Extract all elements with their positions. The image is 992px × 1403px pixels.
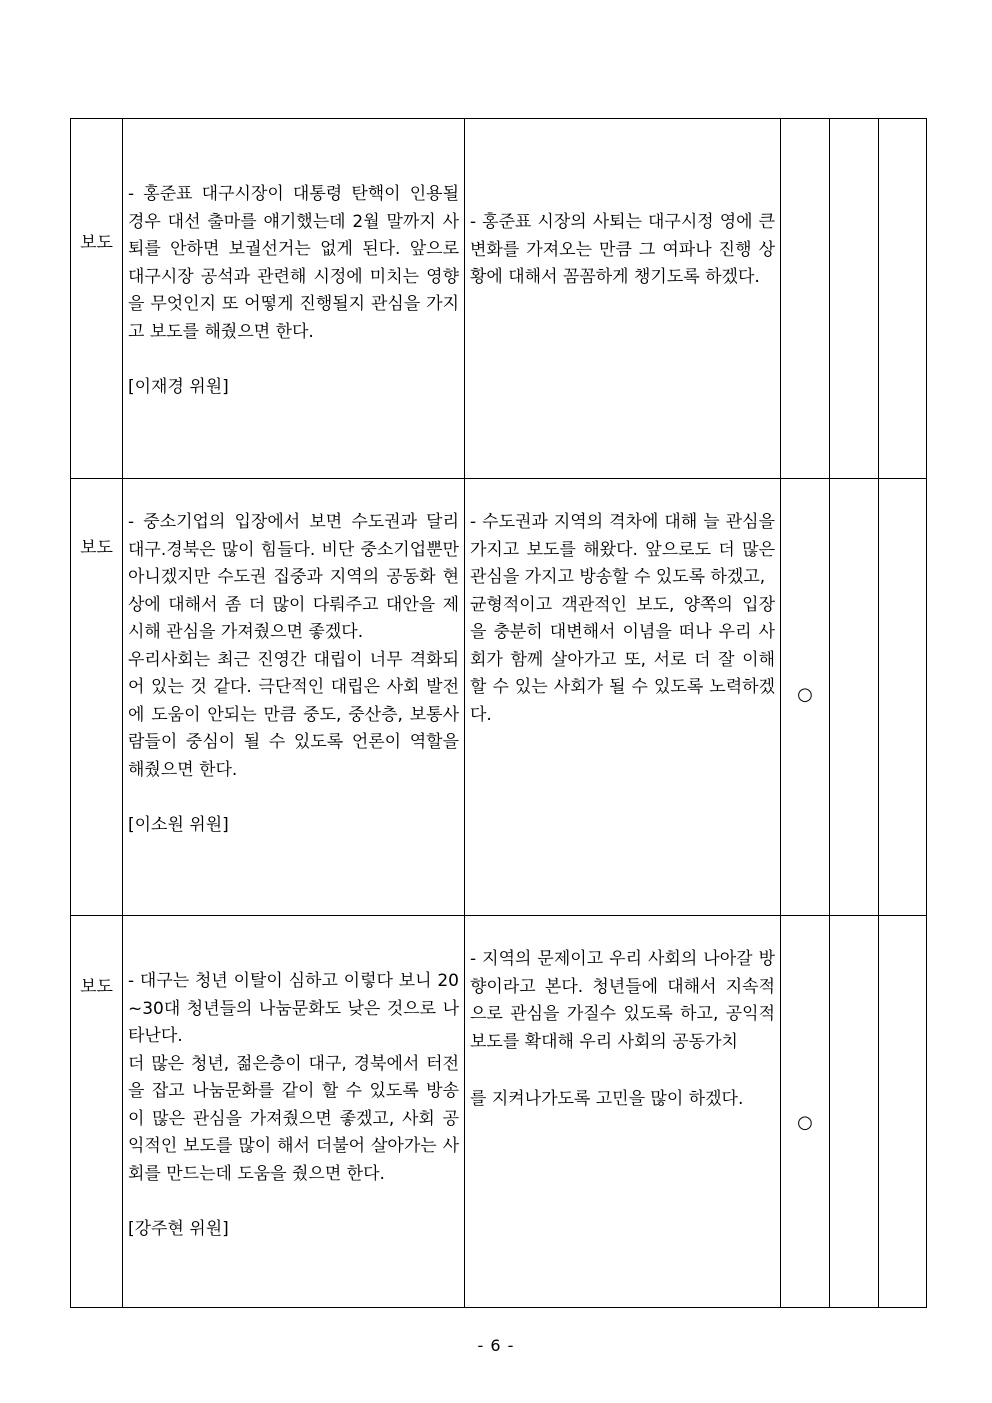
empty-cell [830, 479, 879, 916]
member-name: [이재경 위원] [128, 377, 229, 397]
category-label: 보도 [80, 538, 113, 558]
member-name: [이소원 위원] [128, 815, 229, 835]
response-paragraph: 균형적이고 객관적인 보도, 양쪽의 입장을 충분히 대변해서 이념을 떠나 우리 사회가 함께 살아가고 또, 서로 더 잘 이해할 수 있는 사회가 될 수 있도록 노력하겠다. [470, 594, 775, 725]
opinion-paragraph: 더 많은 청년, 젊은층이 대구, 경북에서 터전을 잡고 나눔문화를 같이 할 수 있도록 방송이 많은 관심을 가져줬으면 좋겠고, 사회 공익적인 보도를 많이 해서 더불어 살아가는 사회를 만드는데 도움을 줬으면 한다. [128, 1053, 459, 1184]
category-label: 보도 [80, 977, 113, 997]
category-cell [71, 479, 123, 916]
response-paragraph: 를 지켜나가도록 고민을 많이 하겠다. [470, 1089, 744, 1109]
opinion-cell [123, 916, 465, 1308]
mark-cell [781, 479, 830, 916]
response-paragraph: - 홍준표 시장의 사퇴는 대구시정 영에 큰 변화를 가져오는 만큼 그 여파나 진행 상황에 대해서 꼼꼼하게 챙기도록 하겠다. [470, 212, 775, 287]
empty-cell [830, 119, 879, 479]
opinion-cell [123, 479, 465, 916]
response-cell [465, 479, 781, 916]
mark-symbol: ○ [797, 1112, 813, 1133]
response-paragraph: - 수도권과 지역의 격차에 대해 늘 관심을 가지고 보도를 해왔다. 앞으로도 더 많은 관심을 가지고 방송할 수 있도록 하겠고, [470, 512, 775, 587]
review-table [70, 118, 927, 1308]
empty-cell [879, 479, 927, 916]
opinion-paragraph: - 중소기업의 입장에서 보면 수도권과 달리 대구.경북은 많이 힘들다. 비단 중소기업뿐만 아니겠지만 수도권 집중과 지역의 공동화 현상에 대해서 좀 더 많이 다뤄주고 대안을 제시해 관심을 가져줬으면 좋겠다. [128, 512, 459, 642]
response-paragraph: - 지역의 문제이고 우리 사회의 나아갈 방향이라고 본다. 청년들에 대해서 지속적으로 관심을 가질수 있도록 하고, 공익적 보도를 확대해 우리 사회의 공동가치 [470, 949, 775, 1052]
opinion-paragraph: 우리사회는 최근 진영간 대립이 너무 격화되어 있는 것 같다. 극단적인 대립은 사회 발전에 도움이 안되는 만큼 중도, 중산층, 보통사람들이 중심이 될 수 있도록 언론이 역할을 해줬으면 한다. [128, 649, 459, 780]
table-row [71, 479, 927, 916]
opinion-paragraph: - 대구는 청년 이탈이 심하고 이렇다 보니 20~30대 청년들의 나눔문화도 낮은 것으로 나타난다. [128, 971, 459, 1046]
category-cell [71, 916, 123, 1308]
response-cell [465, 119, 781, 479]
mark-cell [781, 916, 830, 1308]
table-row [71, 119, 927, 479]
page-number: - 6 - [477, 1336, 515, 1355]
mark-cell [781, 119, 830, 479]
mark-symbol: ○ [797, 684, 813, 705]
table-row [71, 916, 927, 1308]
empty-cell [830, 916, 879, 1308]
empty-cell [879, 119, 927, 479]
empty-cell [879, 916, 927, 1308]
opinion-cell [123, 119, 465, 479]
category-label: 보도 [80, 233, 113, 253]
opinion-paragraph: - 홍준표 대구시장이 대통령 탄핵이 인용될 경우 대선 출마를 얘기했는데 2월 말까지 사퇴를 안하면 보궐선거는 없게 된다. 앞으로 대구시장 공석과 관련해 시정에 미치는 영향을 무엇인지 또 어떻게 진행될지 관심을 가지고 보도를 해줬으면 한다. [128, 184, 459, 342]
response-cell [465, 916, 781, 1308]
member-name: [강주현 위원] [128, 1219, 229, 1239]
category-cell [71, 119, 123, 479]
